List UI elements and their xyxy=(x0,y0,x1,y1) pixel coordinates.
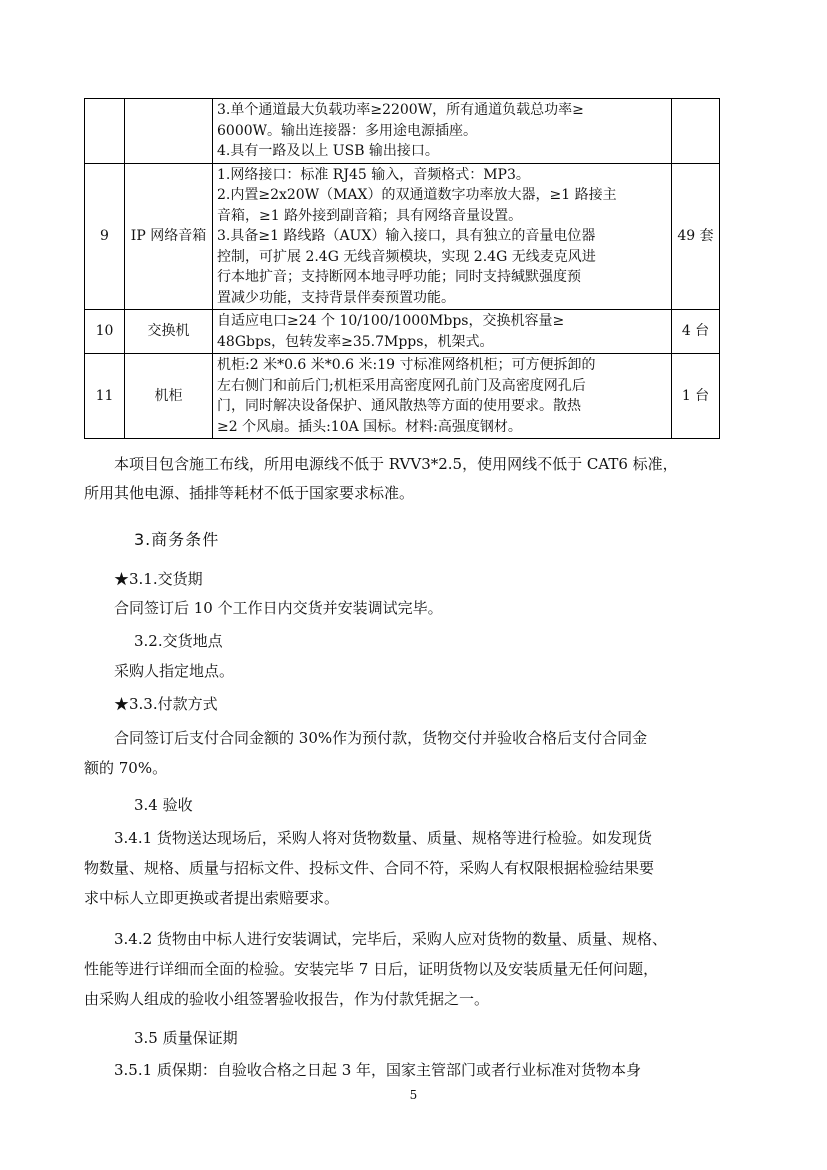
item-spec-cell xyxy=(213,163,672,310)
row-number-cell: 10 xyxy=(85,310,125,354)
section-3-1-heading: ★3.1.交货期 xyxy=(114,570,203,588)
table-row xyxy=(85,99,720,164)
item-name-cell: 交换机 xyxy=(125,310,213,354)
section-3-2-body: 采购人指定地点。 xyxy=(114,662,235,680)
section-3-5-heading: 3.5 质量保证期 xyxy=(134,1029,238,1047)
wiring-note-line-1: 本项目包含施工布线，所用电源线不低于 RVV3*2.5，使用网线不低于 CAT6 标准， xyxy=(114,455,678,473)
section-3-3-body xyxy=(84,728,720,778)
spec-line: 2.内置≥2x20W（MAX）的双通道数字功率放大器，≥1 路接主 xyxy=(217,187,617,203)
section-3-1-body: 合同签订后 10 个工作日内交货并安装调试完毕。 xyxy=(114,599,443,617)
section-3-4-1-body xyxy=(84,828,720,908)
wiring-note-line-2: 所用其他电源、插排等耗材不低于国家要求标准。 xyxy=(84,484,415,502)
spec-line: 行本地扩音；支持断网本地寻呼功能；同时支持缄默强度预 xyxy=(217,269,581,285)
table-row xyxy=(85,354,720,439)
spec-line: 控制，可扩展 2.4G 无线音频模块，实现 2.4G 无线麦克风进 xyxy=(217,248,596,265)
section-3-4-2-body xyxy=(84,929,720,1009)
spec-line: 1.网络接口：标准 RJ45 输入，音频格式：MP3。 xyxy=(217,166,530,183)
item-spec-cell xyxy=(213,99,672,164)
section-3-4-1-line-3: 求中标人立即更换或者提出索赔要求。 xyxy=(84,889,340,907)
section-3-3-line-2: 额的 70%。 xyxy=(84,759,168,777)
spec-table-body xyxy=(85,99,720,439)
section-3-4-2-line-3: 由采购人组成的验收小组签署验收报告，作为付款凭据之一。 xyxy=(84,990,490,1008)
section-3-5-1-body: 3.5.1 质保期：自验收合格之日起 3 年，国家主管部门或者行业标准对货物本身 xyxy=(114,1061,642,1079)
page-number: 5 xyxy=(409,1088,418,1102)
spec-line: 4.具有一路及以上 USB 输出接口。 xyxy=(217,143,439,159)
section-3-2-heading: 3.2.交货地点 xyxy=(134,632,223,650)
item-name-cell: IP 网络音箱 xyxy=(125,163,213,310)
row-number-cell xyxy=(85,99,125,164)
item-spec-cell xyxy=(213,310,672,354)
section-3-3-heading: ★3.3.付款方式 xyxy=(114,695,218,713)
spec-line: 48Gbps，包转发率≥35.7Mpps，机架式。 xyxy=(217,333,494,350)
spec-line: 音箱，≥1 路外接到副音箱；具有网络音量设置。 xyxy=(217,207,523,224)
section-3-4-heading: 3.4 验收 xyxy=(134,796,193,814)
item-name-cell xyxy=(125,99,213,164)
spec-line: ≥2 个风扇。插头:10A 国标。材料:高强度钢材。 xyxy=(217,418,522,435)
section-3-4-2-line-1: 3.4.2 货物由中标人进行安装调试，完毕后，采购人应对货物的数量、质量、规格、 xyxy=(114,930,667,948)
wiring-note xyxy=(84,454,720,503)
section-3-heading: 3.商务条件 xyxy=(134,530,220,549)
quantity-cell xyxy=(672,99,720,164)
spec-line: 门，同时解决设备保护、通风散热等方面的使用要求。散热 xyxy=(217,398,581,414)
quantity-cell: 49 套 xyxy=(672,163,720,310)
spec-line: 置减少功能，支持背景伴奏预置功能。 xyxy=(217,289,455,306)
item-spec-cell xyxy=(213,354,672,439)
section-3-3-line-1: 合同签订后支付合同金额的 30%作为预付款，货物交付并验收合格后支付合同金 xyxy=(114,729,648,747)
quantity-cell: 1 台 xyxy=(672,354,720,439)
section-3-4-2-line-2: 性能等进行详细而全面的检验。安装完毕 7 日后，证明货物以及安装质量无任何问题， xyxy=(84,960,659,978)
spec-line: 自适应电口≥24 个 10/100/1000Mbps，交换机容量≥ xyxy=(217,313,565,329)
section-3-4-1-line-1: 3.4.1 货物送达现场后，采购人将对货物数量、质量、规格等进行检验。如发现货 xyxy=(114,829,652,847)
spec-line: 机柜:2 米*0.6 米*0.6 米:19 寸标准网络机柜；可方便拆卸的 xyxy=(217,357,596,373)
spec-line: 3.具备≥1 路线路（AUX）输入接口，具有独立的音量电位器 xyxy=(217,228,596,244)
spec-line: 左右侧门和前后门;机柜采用高密度网孔前门及高密度网孔后 xyxy=(217,377,586,394)
section-3-4-1-line-2: 物数量、规格、质量与招标文件、投标文件、合同不符，采购人有权限根据检验结果要 xyxy=(84,859,655,877)
row-number-cell: 9 xyxy=(85,163,125,310)
row-number-cell: 11 xyxy=(85,354,125,439)
spec-line: 3.单个通道最大负载功率≥2200W，所有通道负载总功率≥ xyxy=(217,102,584,118)
table-row xyxy=(85,310,720,354)
equipment-spec-table xyxy=(84,98,720,439)
item-name-cell: 机柜 xyxy=(125,354,213,439)
quantity-cell: 4 台 xyxy=(672,310,720,354)
table-row xyxy=(85,163,720,310)
spec-line: 6000W。输出连接器：多用途电源插座。 xyxy=(217,122,478,139)
